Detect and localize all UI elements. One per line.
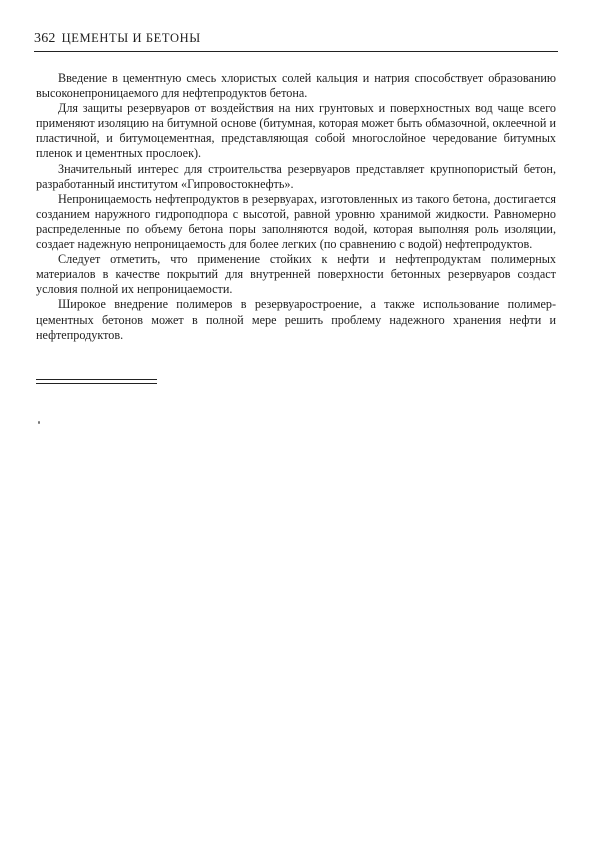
print-speck [38, 421, 40, 424]
paragraph: Следует отметить, что применение стойких к нефти и нефтепродуктам полимерных материалов в качестве покрытий для внутренней поверхности бетонных резервуаров создаст условия полной их непроницаемости. [36, 252, 556, 297]
paragraph: Для защиты резервуаров от воздействия на них грунтовых и поверхностных вод чаще всего применяют изоляцию на битумной основе (битумная, которая может быть обмазочной, оклеечной и пластичной, и битумоцементная, представляющая собой многослойное чередование битумных пленок и цементных прослоек). [36, 101, 556, 161]
chapter-end-rule [36, 379, 157, 380]
paragraph: Значительный интерес для строительства резервуаров представляет крупнопористый бетон, разработанный институтом «Гипровостокнефть». [36, 161, 556, 191]
paragraph: Введение в цементную смесь хлористых солей кальция и натрия способствует образованию высоконепроницаемого для нефтепродуктов бетона. [36, 71, 556, 101]
body-text [36, 71, 556, 343]
chapter-end-rule-thin [36, 383, 157, 384]
running-title: ЦЕМЕНТЫ И БЕТОНЫ [61, 31, 201, 45]
running-header [34, 31, 558, 47]
header-rule [34, 51, 558, 52]
paragraph: Непроницаемость нефтепродуктов в резервуарах, изготовленных из такого бетона, достигается созданием наружного гидроподпора с высотой, равной уровню хранимой жидкости. Равномерно распределенные по объему бетона поры заполняются водой, которая выполняя роль изоляции, создает надежную непроницаемость для более легких (по сравнению с водой) нефтепродуктов. [36, 191, 556, 252]
paragraph: Широкое внедрение полимеров в резервуаростроение, а также использование полимер-цементных бетонов может в полной мере решить проблему надежного хранения нефти и нефтепродуктов. [36, 297, 556, 342]
page-number: 362 [34, 31, 56, 46]
